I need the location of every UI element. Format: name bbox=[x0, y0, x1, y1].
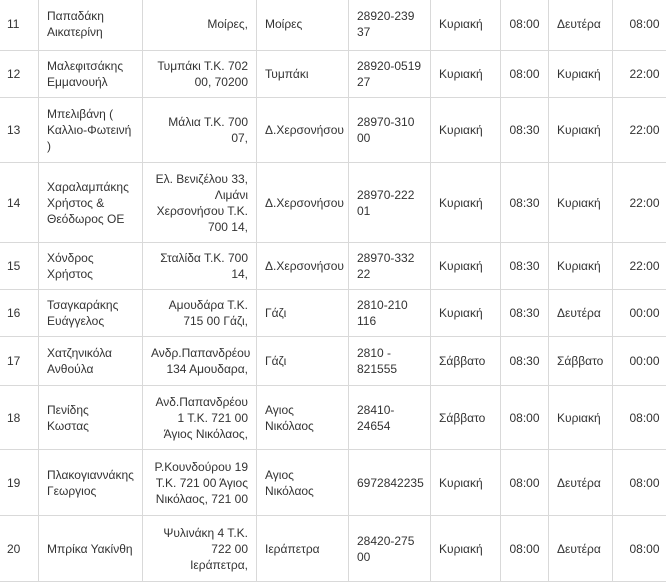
start-day: Σάββατο bbox=[431, 386, 501, 450]
pharmacy-address: Ρ.Κουνδούρου 19 Τ.Κ. 721 00 Άγιος Νικόλαος, 721 00 bbox=[143, 450, 257, 516]
start-day: Σάββατο bbox=[431, 337, 501, 386]
pharmacy-address: Αμουδάρα Τ.Κ. 715 00 Γάζι, bbox=[143, 290, 257, 337]
end-time: 22:00 bbox=[613, 243, 666, 290]
end-time: 22:00 bbox=[613, 163, 666, 243]
pharmacy-area: Μοίρες bbox=[257, 0, 349, 51]
start-day: Κυριακή bbox=[431, 0, 501, 51]
end-day: Δευτέρα bbox=[549, 290, 613, 337]
start-time: 08:30 bbox=[501, 163, 549, 243]
pharmacy-address: Μάλια Τ.Κ. 700 07, bbox=[143, 98, 257, 163]
pharmacy-area: Δ.Χερσονήσου bbox=[257, 98, 349, 163]
pharmacist-name: Χατζηνικόλα Ανθούλα bbox=[39, 337, 143, 386]
pharmacy-area: Τυμπάκι bbox=[257, 51, 349, 98]
end-time: 08:00 bbox=[613, 0, 666, 51]
pharmacist-name: Τσαγκαράκης Ευάγγελος bbox=[39, 290, 143, 337]
end-day: Δευτέρα bbox=[549, 0, 613, 51]
pharmacy-phone: 6972842235 bbox=[349, 450, 431, 516]
row-number: 15 bbox=[0, 243, 39, 290]
pharmacist-name: Χόνδρος Χρήστος bbox=[39, 243, 143, 290]
end-time: 22:00 bbox=[613, 98, 666, 163]
pharmacist-name: Μπελιβάνη ( Καλλιο-Φωτεινή ) bbox=[39, 98, 143, 163]
pharmacy-address: Ανδρ.Παπανδρέου 134 Αμουδαρα, bbox=[143, 337, 257, 386]
pharmacy-address: Ελ. Βενιζέλου 33, Λιμάνι Χερσονήσου Τ.Κ. 700 14, bbox=[143, 163, 257, 243]
end-day: Δευτέρα bbox=[549, 450, 613, 516]
pharmacy-area: Γάζι bbox=[257, 290, 349, 337]
row-number: 17 bbox=[0, 337, 39, 386]
pharmacy-phone: 28970-310 00 bbox=[349, 98, 431, 163]
start-time: 08:00 bbox=[501, 386, 549, 450]
start-day: Κυριακή bbox=[431, 516, 501, 582]
table-row bbox=[0, 98, 666, 163]
end-time: 08:00 bbox=[613, 516, 666, 582]
pharmacist-name: Πλακογιαννάκης Γεωργιος bbox=[39, 450, 143, 516]
pharmacy-phone: 28420-275 00 bbox=[349, 516, 431, 582]
pharmacist-name: Πενίδης Κωστας bbox=[39, 386, 143, 450]
pharmacy-phone: 28970-332 22 bbox=[349, 243, 431, 290]
pharmacist-name: Χαραλαμπάκης Χρήστος & Θεόδωρος ΟΕ bbox=[39, 163, 143, 243]
pharmacy-phone: 2810-210 116 bbox=[349, 290, 431, 337]
pharmacist-name: Μπρίκα Υακίνθη bbox=[39, 516, 143, 582]
start-day: Κυριακή bbox=[431, 450, 501, 516]
pharmacy-area: Ιεράπετρα bbox=[257, 516, 349, 582]
table-row bbox=[0, 243, 666, 290]
start-day: Κυριακή bbox=[431, 51, 501, 98]
pharmacy-address: Ψυλινάκη 4 Τ.Κ. 722 00 Ιεράπετρα, bbox=[143, 516, 257, 582]
row-number: 19 bbox=[0, 450, 39, 516]
row-number: 18 bbox=[0, 386, 39, 450]
start-time: 08:30 bbox=[501, 243, 549, 290]
end-day: Σάββατο bbox=[549, 337, 613, 386]
table-row bbox=[0, 0, 666, 51]
pharmacy-phone: 28970-222 01 bbox=[349, 163, 431, 243]
start-day: Κυριακή bbox=[431, 243, 501, 290]
pharmacy-address: Μοίρες, bbox=[143, 0, 257, 51]
row-number: 14 bbox=[0, 163, 39, 243]
start-day: Κυριακή bbox=[431, 290, 501, 337]
table-row bbox=[0, 337, 666, 386]
end-time: 00:00 bbox=[613, 337, 666, 386]
pharmacist-name: Μαλεφιτσάκης Εμμανουήλ bbox=[39, 51, 143, 98]
end-day: Κυριακή bbox=[549, 243, 613, 290]
table-row bbox=[0, 290, 666, 337]
table-row bbox=[0, 163, 666, 243]
pharmacy-phone: 2810 - 821555 bbox=[349, 337, 431, 386]
pharmacy-address: Ανδ.Παπανδρέου 1 Τ.Κ. 721 00 Άγιος Νικόλαος, bbox=[143, 386, 257, 450]
start-time: 08:00 bbox=[501, 516, 549, 582]
row-number: 16 bbox=[0, 290, 39, 337]
start-time: 08:30 bbox=[501, 290, 549, 337]
end-day: Κυριακή bbox=[549, 386, 613, 450]
pharmacist-name: Παπαδάκη Αικατερίνη bbox=[39, 0, 143, 51]
pharmacy-area: Γάζι bbox=[257, 337, 349, 386]
row-number: 13 bbox=[0, 98, 39, 163]
table-row bbox=[0, 450, 666, 516]
pharmacy-phone: 28920-239 37 bbox=[349, 0, 431, 51]
pharmacy-address: Τυμπάκι Τ.Κ. 702 00, 70200 bbox=[143, 51, 257, 98]
end-time: 08:00 bbox=[613, 386, 666, 450]
end-time: 00:00 bbox=[613, 290, 666, 337]
row-number: 11 bbox=[0, 0, 39, 51]
start-time: 08:30 bbox=[501, 337, 549, 386]
pharmacy-area: Δ.Χερσονήσου bbox=[257, 163, 349, 243]
pharmacy-address: Σταλίδα Τ.Κ. 700 14, bbox=[143, 243, 257, 290]
pharmacy-phone: 28410- 24654 bbox=[349, 386, 431, 450]
pharmacy-area: Δ.Χερσονήσου bbox=[257, 243, 349, 290]
pharmacy-area: Αγιος Νικόλαος bbox=[257, 386, 349, 450]
start-time: 08:00 bbox=[501, 51, 549, 98]
end-time: 22:00 bbox=[613, 51, 666, 98]
start-day: Κυριακή bbox=[431, 163, 501, 243]
start-time: 08:30 bbox=[501, 98, 549, 163]
start-day: Κυριακή bbox=[431, 98, 501, 163]
row-number: 12 bbox=[0, 51, 39, 98]
table-row bbox=[0, 51, 666, 98]
table-row bbox=[0, 386, 666, 450]
table-row bbox=[0, 516, 666, 582]
start-time: 08:00 bbox=[501, 450, 549, 516]
start-time: 08:00 bbox=[501, 0, 549, 51]
end-time: 08:00 bbox=[613, 450, 666, 516]
row-number: 20 bbox=[0, 516, 39, 582]
end-day: Κυριακή bbox=[549, 98, 613, 163]
end-day: Δευτέρα bbox=[549, 516, 613, 582]
pharmacy-phone: 28920-0519 27 bbox=[349, 51, 431, 98]
pharmacy-area: Αγιος Νικόλαος bbox=[257, 450, 349, 516]
end-day: Κυριακή bbox=[549, 163, 613, 243]
end-day: Κυριακή bbox=[549, 51, 613, 98]
